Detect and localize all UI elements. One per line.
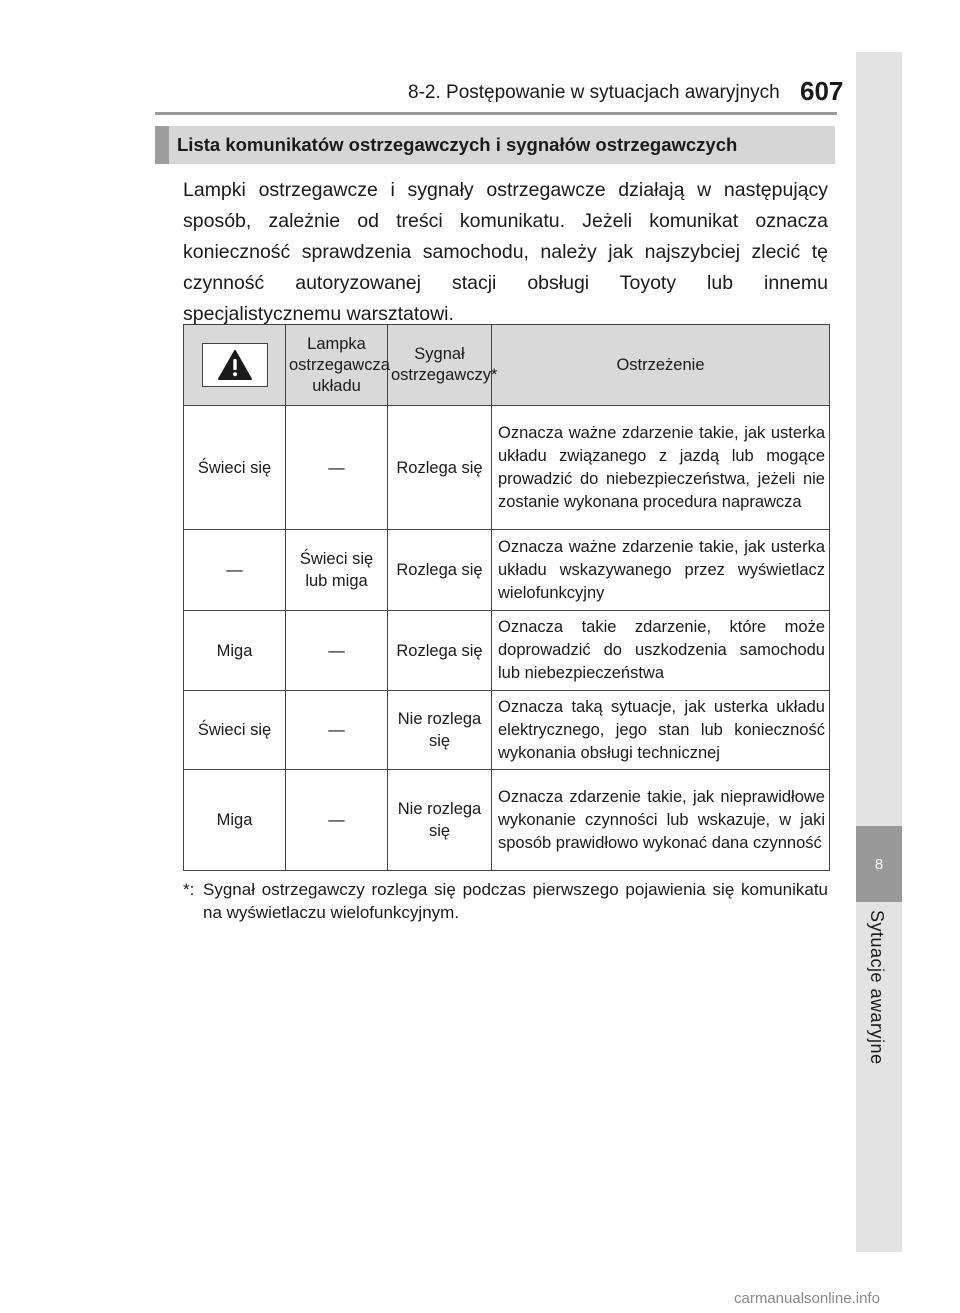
cell-signal: Nie rozlega się [388,691,492,770]
cell-lamp: — [286,770,388,871]
section-heading-text: Lista komunikatów ostrzegawczych i sygnałów ostrzegawczych [177,134,738,155]
cell-icon-state: Świeci się [184,691,286,770]
table-row [184,770,830,871]
page-number: 607 [800,76,844,106]
table-row [184,611,830,691]
cell-icon-state: Świeci się [184,406,286,530]
footnote-text: Sygnał ostrzegawczy rozlega się podczas pierwszego pojawienia się komunikatu na wyświetlaczu wielofunkcyjnym. [203,880,828,922]
intro-paragraph: Lampki ostrzegawcze i sygnały ostrzegawcze działają w następujący sposób, zależnie od treści komunikatu. Jeżeli komunikat oznacza konieczność sprawdzenia samochodu, należy jak najszybciej zlecić tę czynność autoryzowanej stacji obsługi Toyoty lub innemu specjalistycznemu warsztatowi. [183,179,828,325]
warning-triangle-icon [202,343,268,387]
cell-lamp: Świeci się lub miga [286,530,388,611]
watermark: carmanualsonline.info [734,1290,880,1307]
cell-signal: Rozlega się [388,611,492,691]
header-lamp: Lampka ostrzegawcza układu [286,325,388,406]
cell-signal: Nie rozlega się [388,770,492,871]
table-header-row [184,325,830,406]
header-warning: Ostrzeżenie [492,325,830,406]
chapter-title: Sytuacje awaryjne [867,910,887,1065]
cell-warning: Oznacza ważne zdarzenie takie, jak usterka układu wskazywanego przez wyświetlacz wielofunkcyjny [492,530,830,611]
cell-warning: Oznacza taką sytuacje, jak usterka układu elektrycznego, jego stan lub konieczność wykonania obsługi technicznej [492,691,830,770]
table-row [184,530,830,611]
header-signal: Sygnał ostrzegawczy* [388,325,492,406]
header-section-title: 8-2. Postępowanie w sytuacjach awaryjnych [408,82,780,103]
section-heading [155,126,835,164]
chapter-side-tab [856,52,902,1252]
header-divider [155,112,837,115]
cell-icon-state: Miga [184,770,286,871]
cell-warning: Oznacza zdarzenie takie, jak nieprawidłowe wykonanie czynności lub wskazuje, w jaki sposób prawidłowo wykonać dana czynność [492,770,830,871]
cell-warning: Oznacza ważne zdarzenie takie, jak usterka układu związanego z jazdą lub mogące prowadzić do niebezpieczeństwa, jeżeli nie zostanie wykonana procedura naprawcza [492,406,830,530]
cell-lamp: — [286,406,388,530]
footnote [183,878,828,924]
cell-lamp: — [286,691,388,770]
warning-table [183,324,830,871]
footnote-mark: *: [183,880,195,899]
table-row [184,406,830,530]
cell-icon-state: — [184,530,286,611]
cell-icon-state: Miga [184,611,286,691]
header-icon-cell [184,325,286,406]
cell-lamp: — [286,611,388,691]
cell-signal: Rozlega się [388,406,492,530]
cell-warning: Oznacza takie zdarzenie, które może doprowadzić do uszkodzenia samochodu lub niebezpieczeństwa [492,611,830,691]
cell-signal: Rozlega się [388,530,492,611]
table-row [184,691,830,770]
chapter-number-tab: 8 [856,826,902,902]
